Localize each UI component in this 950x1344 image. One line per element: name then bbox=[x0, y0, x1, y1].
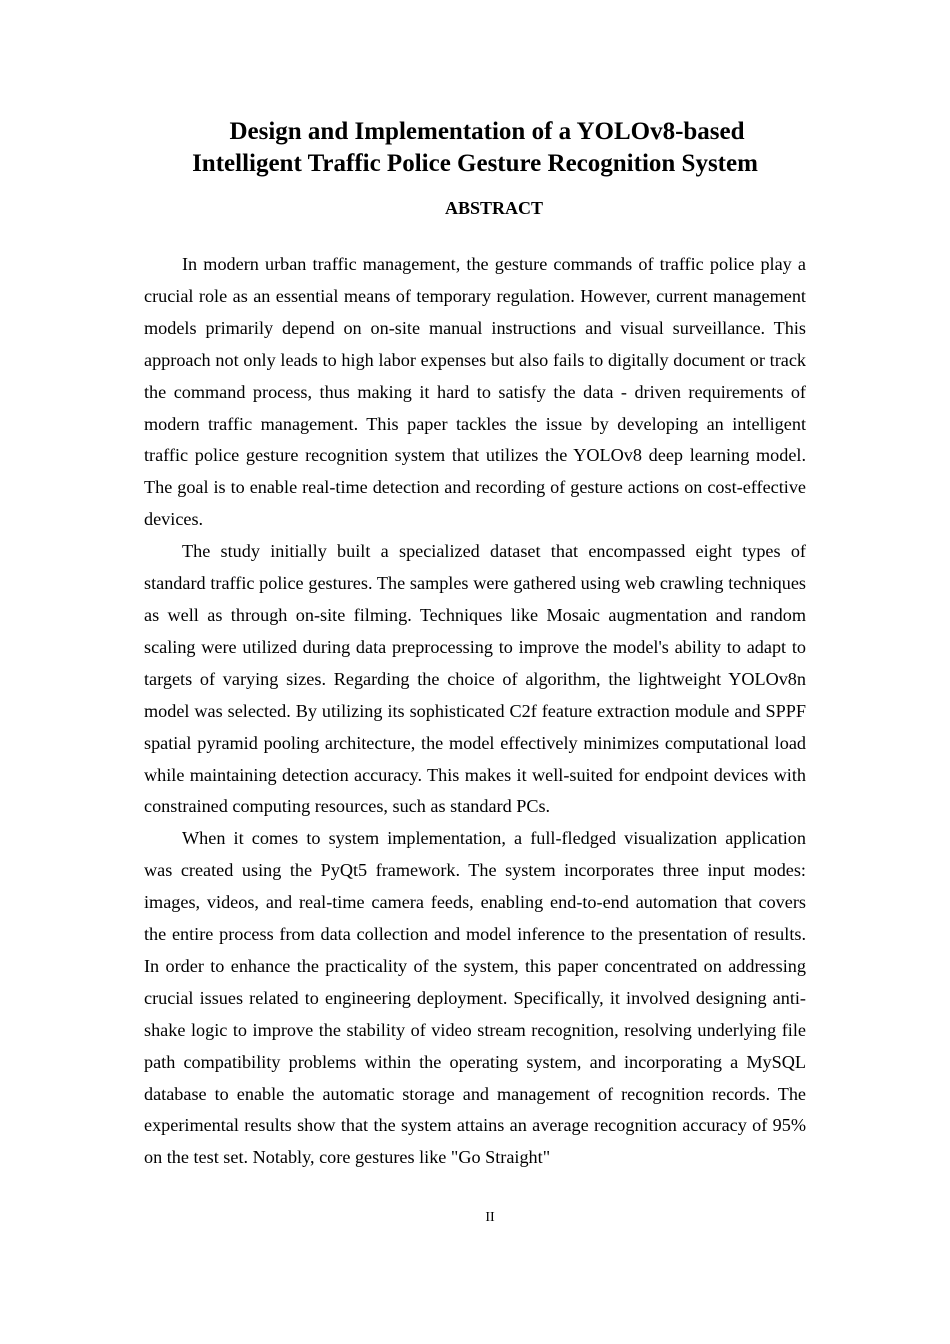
abstract-paragraph-3: When it comes to system implementation, a full-fledged visualization application was created using the PyQt5 framework. The system incorporates three input modes: images, videos, and real-time camera feeds, enabling end-to-end automation that covers the entire process from data collection and model inference to the presentation of results. In order to enhance the practicality of the system, this paper concentrated on addressing crucial issues related to engineering deployment. Specifically, it involved designing anti-shake logic to improve the stability of video stream recognition, resolving underlying file path compatibility problems within the operating system, and incorporating a MySQL database to enable the automatic storage and management of recognition records. The experimental results show that the system attains an average recognition accuracy of 95% on the test set. Notably, core gestures like "Go Straight" bbox=[144, 828, 806, 1168]
abstract-paragraph-2: The study initially built a specialized dataset that encompassed eight types of standard traffic police gestures. The samples were gathered using web crawling techniques as well as through on-site filming. Techniques like Mosaic augmentation and random scaling were utilized during data preprocessing to improve the model's ability to adapt to targets of varying sizes. Regarding the choice of algorithm, the lightweight YOLOv8n model was selected. By utilizing its sophisticated C2f feature extraction module and SPPF spatial pyramid pooling architecture, the model effectively minimizes computational load while maintaining detection accuracy. This makes it well-suited for endpoint devices with constrained computing resources, such as standard PCs. bbox=[144, 541, 806, 817]
abstract-paragraph-1: In modern urban traffic management, the gesture commands of traffic police play a crucial role as an essential means of temporary regulation. However, current management models primarily depend on on-site manual instructions and visual surveillance. This approach not only leads to high labor expenses but also fails to digitally document or track the command process, thus making it hard to satisfy the data - driven requirements of modern traffic management. This paper tackles the issue by developing an intelligent traffic police gesture recognition system that utilizes the YOLOv8 deep learning model. The goal is to enable real-time detection and recording of gesture actions on cost-effective devices. bbox=[144, 254, 806, 530]
paper-title bbox=[144, 116, 806, 180]
paper-title-line-2: Intelligent Traffic Police Gesture Recognition System bbox=[192, 150, 758, 177]
abstract-heading: ABSTRACT bbox=[444, 198, 544, 218]
page-number: II bbox=[485, 1210, 495, 1225]
abstract-body bbox=[144, 249, 806, 1174]
paper-title-line-1: Design and Implementation of a YOLOv8-based bbox=[229, 118, 745, 145]
